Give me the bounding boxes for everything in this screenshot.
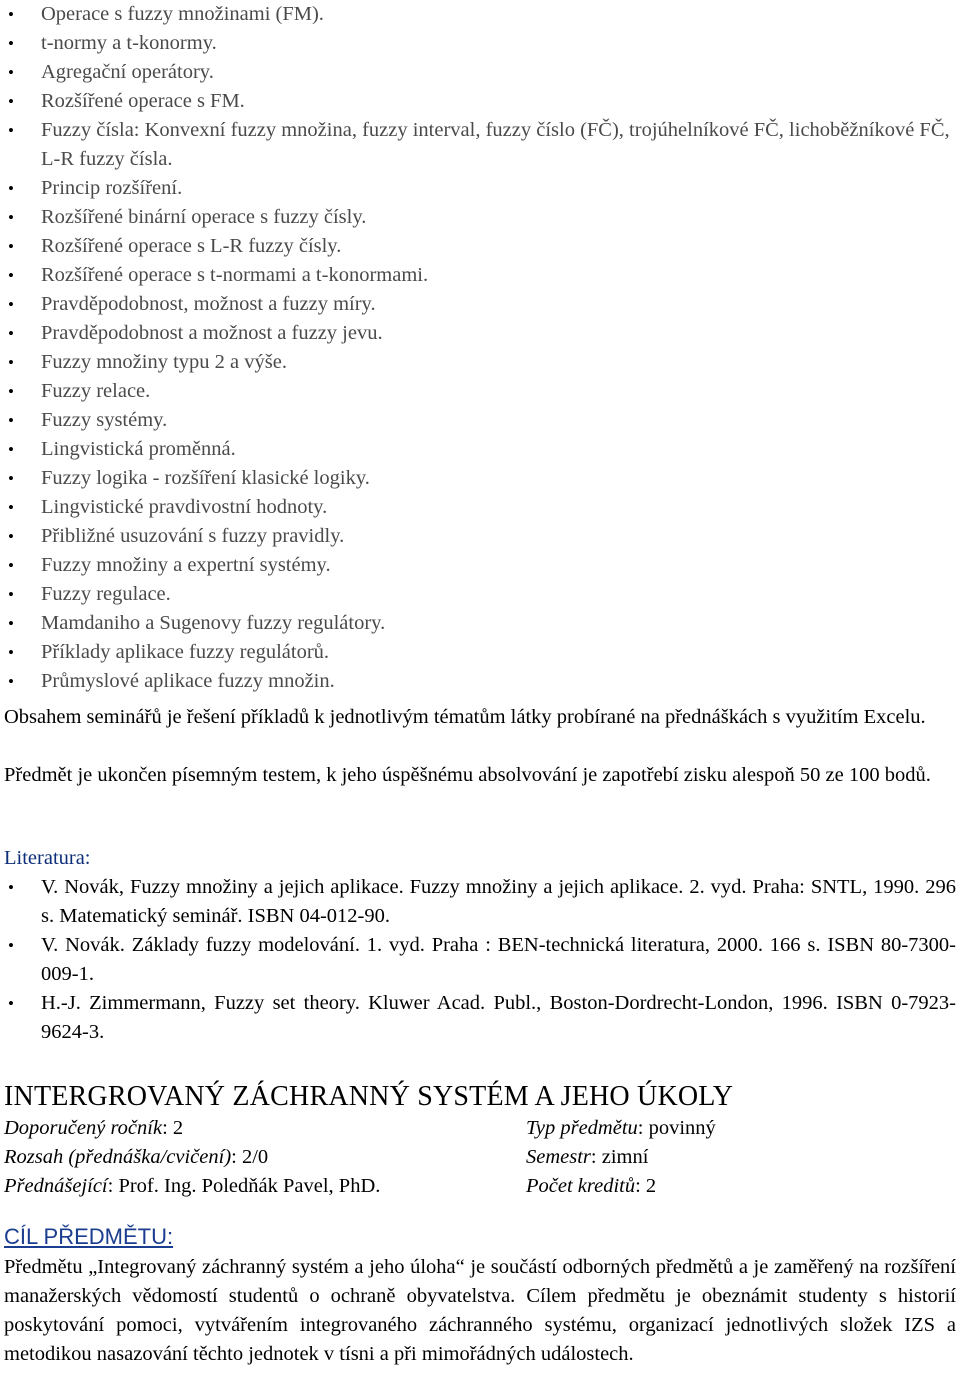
topic-item: • Rozšířené binární operace s fuzzy čísly. (0, 203, 960, 232)
course-credits (526, 1172, 656, 1201)
topic-item: • Operace s fuzzy množinami (FM). (0, 0, 960, 29)
course-type-label: Typ předmětu (526, 1117, 638, 1139)
literature-heading: Literatura: (4, 847, 91, 869)
topic-item: • Fuzzy množiny a expertní systémy. (0, 551, 960, 580)
reference-item: • H.-J. Zimmermann, Fuzzy set theory. Kluwer Acad. Publ., Boston-Dordrecht-London, 1996. ISBN 0-7923-9624-3. (0, 989, 960, 1047)
course-semester (526, 1143, 648, 1172)
course-lecturer-value: : Prof. Ing. Poledňák Pavel, PhD. (107, 1175, 381, 1197)
course-scope-value: : 2/0 (231, 1146, 269, 1168)
topic-item: • Průmyslové aplikace fuzzy množin. (0, 667, 960, 696)
topic-item: • Přibližné usuzování s fuzzy pravidly. (0, 522, 960, 551)
recommended-year-label: Doporučený ročník (4, 1117, 163, 1139)
course-credits-label: Počet kreditů (526, 1175, 636, 1197)
topic-item: • t-normy a t-konormy. (0, 29, 960, 58)
goal-paragraph: Předmětu „Integrovaný záchranný systém a jeho úloha“ je součástí odborných předmětů a je zaměřený na rozšíření manažerských vědomostí studentů o ochraně obyvatelstva. Cílem předmětu je obeznámit studenty s historií poskytování pomoci, vytvářením integrovaného záchranného systému, organizací jednotlivých složek IZS a metodikou nasazování těchto jednotek v tísni a při mimořádných událostech. (4, 1256, 956, 1365)
topic-list (0, 0, 960, 696)
course-meta (4, 1114, 956, 1201)
topic-item: • Mamdaniho a Sugenovy fuzzy regulátory. (0, 609, 960, 638)
topic-item: • Fuzzy regulace. (0, 580, 960, 609)
topic-item: • Fuzzy systémy. (0, 406, 960, 435)
topic-item: • Agregační operátory. (0, 58, 960, 87)
course-lecturer (4, 1172, 380, 1201)
course-scope-label: Rozsah (přednáška/cvičení) (4, 1146, 232, 1168)
meta-row (4, 1143, 956, 1172)
topic-item: • Lingvistické pravdivostní hodnoty. (0, 493, 960, 522)
recommended-year (4, 1114, 183, 1143)
topic-item: • Fuzzy logika - rozšíření klasické logiky. (0, 464, 960, 493)
topic-item: • Rozšířené operace s t-normami a t-konormami. (0, 261, 960, 290)
reference-item: • V. Novák. Základy fuzzy modelování. 1. vyd. Praha : BEN-technická literatura, 2000. 166 s. ISBN 80-7300-009-1. (0, 931, 960, 989)
reference-list (0, 873, 960, 1047)
reference-item: • V. Novák, Fuzzy množiny a jejich aplikace. Fuzzy množiny a jejich aplikace. 2. vyd. Praha: SNTL, 1990. 296 s. Matematický seminář. ISBN 04-012-90. (0, 873, 960, 931)
meta-row (4, 1172, 956, 1201)
topic-item: • Lingvistická proměnná. (0, 435, 960, 464)
course-semester-value: : zimní (590, 1146, 649, 1168)
meta-row (4, 1114, 956, 1143)
topic-item: • Pravděpodobnost, možnost a fuzzy míry. (0, 290, 960, 319)
seminar-paragraph: Obsahem seminářů je řešení příkladů k jednotlivým tématům látky probírané na přednáškách s využitím Excelu. (4, 706, 926, 728)
topic-item: • Fuzzy relace. (0, 377, 960, 406)
course-scope (4, 1143, 268, 1172)
course-lecturer-label: Přednášející (4, 1175, 108, 1197)
topic-item: • Rozšířené operace s FM. (0, 87, 960, 116)
course-title: INTERGROVANÝ ZÁCHRANNÝ SYSTÉM A JEHO ÚKOLY (4, 1081, 734, 1112)
topic-item: • Fuzzy množiny typu 2 a výše. (0, 348, 960, 377)
course-type-value: : povinný (637, 1117, 716, 1139)
goal-heading: CÍL PŘEDMĚTU: (4, 1224, 174, 1249)
course-credits-value: : 2 (635, 1175, 657, 1197)
topic-item: • Rozšířené operace s L-R fuzzy čísly. (0, 232, 960, 261)
topic-item: • Fuzzy čísla: Konvexní fuzzy množina, fuzzy interval, fuzzy číslo (FČ), trojúhelníkové FČ, lichoběžníkové FČ, L-R fuzzy čísla. (0, 116, 960, 174)
topic-item: • Pravděpodobnost a možnost a fuzzy jevu. (0, 319, 960, 348)
course-type (526, 1114, 716, 1143)
topic-item: • Princip rozšíření. (0, 174, 960, 203)
exam-paragraph: Předmět je ukončen písemným testem, k jeho úspěšnému absolvování je zapotřebí zisku alespoň 50 ze 100 bodů. (4, 764, 931, 786)
course-semester-label: Semestr (526, 1146, 591, 1168)
topic-item: • Příklady aplikace fuzzy regulátorů. (0, 638, 960, 667)
recommended-year-value: : 2 (162, 1117, 184, 1139)
